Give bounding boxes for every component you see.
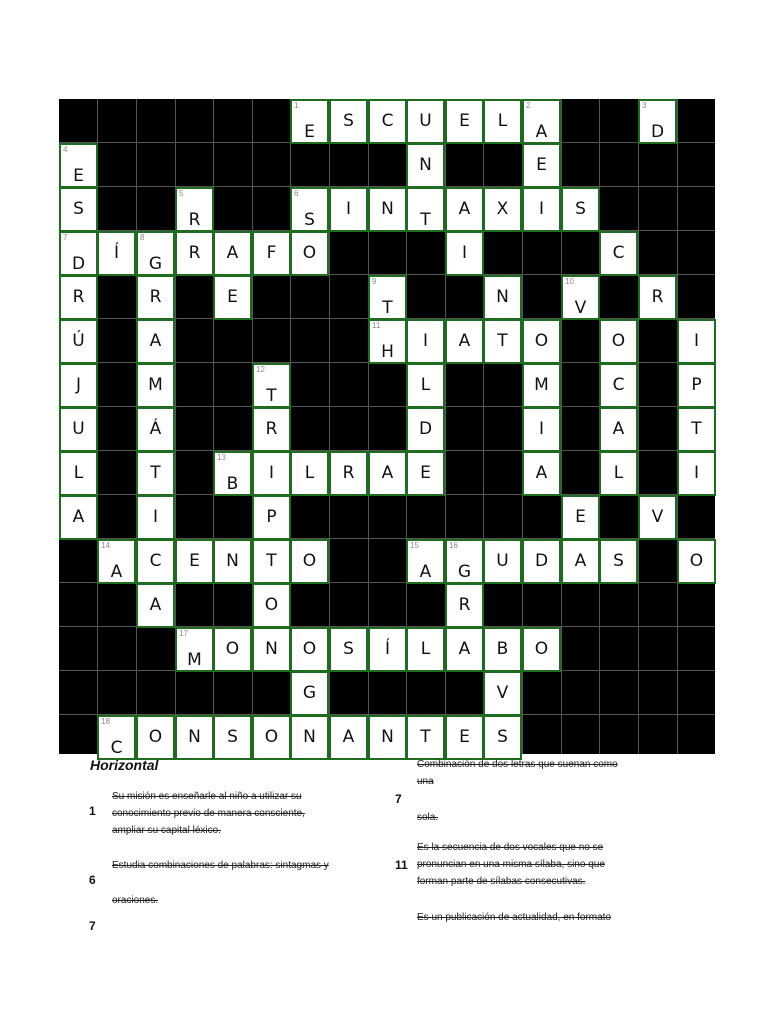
crossword-cell bbox=[252, 627, 291, 672]
crossword-cell bbox=[522, 627, 561, 672]
cell-letter: R bbox=[265, 419, 278, 439]
cell-letter: E bbox=[459, 111, 470, 131]
crossword-cell bbox=[677, 363, 716, 408]
clue-number-label: 14 bbox=[101, 541, 110, 550]
cell-letter: X bbox=[496, 199, 509, 219]
cell-letter: A bbox=[149, 595, 162, 615]
crossword-cell bbox=[290, 671, 329, 716]
clue-number-label: 15 bbox=[410, 541, 419, 550]
clue-text: Combinación de dos letras que suenan como bbox=[417, 759, 618, 770]
cell-letter: O bbox=[302, 639, 317, 659]
crossword-cell bbox=[252, 451, 291, 496]
crossword-cell bbox=[677, 539, 716, 584]
cell-letter: S bbox=[227, 727, 238, 747]
crossword-cell bbox=[406, 187, 445, 232]
cell-letter: A bbox=[226, 243, 239, 263]
crossword-cell bbox=[445, 231, 484, 276]
cell-letter: Í bbox=[384, 639, 390, 659]
cell-letter: O bbox=[225, 639, 240, 659]
cell-letter: P bbox=[691, 375, 702, 395]
crossword-cell bbox=[136, 539, 175, 584]
cell-letter: O bbox=[148, 727, 163, 747]
crossword-cell bbox=[522, 407, 561, 452]
cell-letter: S bbox=[575, 199, 586, 219]
clue-number-label: 7 bbox=[63, 233, 68, 242]
cell-letter: I bbox=[693, 331, 699, 351]
crossword-cell bbox=[638, 99, 677, 144]
crossword-cell bbox=[59, 231, 98, 276]
clue-number-label: 9 bbox=[372, 277, 377, 286]
cell-letter: V bbox=[496, 683, 509, 703]
cell-letter: A bbox=[110, 562, 123, 582]
crossword-cell bbox=[522, 451, 561, 496]
crossword-cell bbox=[252, 231, 291, 276]
clue-text: ampliar su capital léxico. bbox=[112, 825, 221, 836]
crossword-cell bbox=[599, 451, 638, 496]
clue-number: 11 bbox=[395, 858, 408, 872]
cell-letter: R bbox=[188, 243, 201, 263]
crossword-cell bbox=[522, 539, 561, 584]
cell-letter: H bbox=[381, 342, 394, 362]
crossword-cell bbox=[445, 187, 484, 232]
cell-letter: M bbox=[187, 650, 202, 670]
crossword-cell bbox=[483, 187, 522, 232]
cell-letter: S bbox=[343, 111, 354, 131]
crossword-cell bbox=[599, 363, 638, 408]
cell-letter: O bbox=[689, 551, 704, 571]
grid-separator bbox=[638, 99, 639, 754]
clue-number-label: 2 bbox=[526, 101, 531, 110]
crossword-cell bbox=[329, 451, 368, 496]
cell-letter: N bbox=[381, 727, 394, 747]
crossword-cell bbox=[59, 275, 98, 320]
cell-letter: I bbox=[152, 507, 158, 527]
cell-letter: O bbox=[534, 639, 549, 659]
crossword-cell bbox=[290, 627, 329, 672]
crossword-cell bbox=[406, 627, 445, 672]
cell-letter: A bbox=[419, 562, 432, 582]
crossword-cell bbox=[406, 451, 445, 496]
cell-letter: T bbox=[420, 210, 431, 230]
clue-text: Es la secuencia de dos vocales que no se bbox=[417, 842, 604, 853]
cell-letter: N bbox=[265, 639, 278, 659]
cell-letter: E bbox=[536, 155, 547, 175]
crossword-cell bbox=[522, 363, 561, 408]
clue-number-label: 11 bbox=[372, 321, 381, 330]
cell-letter: T bbox=[266, 386, 277, 406]
crossword-cell bbox=[445, 99, 484, 144]
cell-letter: S bbox=[613, 551, 624, 571]
cell-letter: N bbox=[226, 551, 239, 571]
cell-letter: Á bbox=[149, 419, 162, 439]
cell-letter: J bbox=[75, 375, 81, 395]
crossword-cell bbox=[329, 99, 368, 144]
cell-letter: E bbox=[227, 287, 238, 307]
crossword-cell bbox=[599, 231, 638, 276]
crossword-cell bbox=[213, 231, 252, 276]
clue-number-label: 4 bbox=[63, 145, 68, 154]
cell-letter: R bbox=[149, 287, 162, 307]
cell-letter: C bbox=[149, 551, 162, 571]
cell-letter: L bbox=[420, 639, 431, 659]
crossword-cell bbox=[638, 275, 677, 320]
crossword-cell bbox=[59, 143, 98, 188]
crossword-cell bbox=[252, 583, 291, 628]
cell-letter: C bbox=[110, 738, 123, 758]
cell-letter: I bbox=[538, 199, 544, 219]
cell-letter: E bbox=[304, 122, 315, 142]
crossword-cell bbox=[677, 319, 716, 364]
cell-letter: G bbox=[457, 562, 472, 582]
cell-letter: A bbox=[381, 463, 394, 483]
crossword-cell bbox=[329, 187, 368, 232]
crossword-cell bbox=[290, 187, 329, 232]
cell-letter: A bbox=[458, 639, 471, 659]
clue-text: Estudia combinaciones de palabras: sintagmas y bbox=[112, 860, 329, 871]
crossword-cell bbox=[175, 539, 214, 584]
cell-letter: C bbox=[381, 111, 394, 131]
clues-section bbox=[0, 754, 768, 1024]
crossword-cell bbox=[175, 231, 214, 276]
crossword-cell bbox=[213, 627, 252, 672]
crossword-cell bbox=[483, 627, 522, 672]
cell-letter: U bbox=[419, 111, 432, 131]
crossword-cell bbox=[677, 407, 716, 452]
cell-letter: S bbox=[343, 639, 354, 659]
cell-letter: L bbox=[613, 463, 624, 483]
crossword-cell bbox=[59, 363, 98, 408]
crossword-cell bbox=[406, 319, 445, 364]
crossword-cell bbox=[59, 187, 98, 232]
crossword-cell bbox=[59, 319, 98, 364]
cell-letter: I bbox=[268, 463, 274, 483]
cell-letter: G bbox=[148, 254, 163, 274]
cell-letter: N bbox=[188, 727, 201, 747]
clue-number-label: 10 bbox=[565, 277, 574, 286]
crossword-cell bbox=[368, 319, 407, 364]
crossword-cell bbox=[368, 187, 407, 232]
crossword-cell bbox=[97, 231, 136, 276]
crossword-cell bbox=[445, 539, 484, 584]
crossword-cell bbox=[522, 99, 561, 144]
cell-letter: S bbox=[73, 199, 84, 219]
crossword-cell bbox=[406, 539, 445, 584]
clue-text: oraciones. bbox=[112, 895, 159, 906]
crossword-cell bbox=[290, 231, 329, 276]
crossword-cell bbox=[368, 275, 407, 320]
cell-letter: T bbox=[266, 551, 277, 571]
crossword-cell bbox=[445, 583, 484, 628]
crossword-cell bbox=[175, 627, 214, 672]
cell-letter: O bbox=[534, 331, 549, 351]
cell-letter: N bbox=[496, 287, 509, 307]
cell-letter: D bbox=[71, 254, 86, 274]
crossword-cell bbox=[599, 539, 638, 584]
crossword-cell bbox=[252, 539, 291, 584]
cell-letter: E bbox=[420, 463, 431, 483]
cell-letter: N bbox=[381, 199, 394, 219]
cell-letter: G bbox=[302, 683, 317, 703]
cell-letter: A bbox=[535, 463, 548, 483]
crossword-cell bbox=[561, 187, 600, 232]
crossword-cell bbox=[136, 363, 175, 408]
cell-letter: M bbox=[148, 375, 163, 395]
cell-letter: T bbox=[150, 463, 161, 483]
crossword-cell bbox=[97, 539, 136, 584]
cell-letter: A bbox=[72, 507, 85, 527]
crossword-cell bbox=[368, 627, 407, 672]
crossword-cell bbox=[406, 143, 445, 188]
clue-text: forman parte de sílabas consecutivas. bbox=[417, 876, 586, 887]
crossword-cell bbox=[445, 627, 484, 672]
crossword-cell bbox=[406, 407, 445, 452]
cell-letter: E bbox=[189, 551, 200, 571]
clue-number-label: 5 bbox=[179, 189, 184, 198]
clue-text: Su misión es enseñarle al niño a utilizar su bbox=[112, 791, 302, 802]
crossword-cell bbox=[59, 451, 98, 496]
clue-number-label: 6 bbox=[294, 189, 299, 198]
cell-letter: T bbox=[691, 419, 702, 439]
crossword-cell bbox=[290, 451, 329, 496]
crossword-cell bbox=[561, 275, 600, 320]
crossword-cell bbox=[445, 319, 484, 364]
cell-letter: T bbox=[497, 331, 508, 351]
cell-letter: L bbox=[420, 375, 431, 395]
crossword-cell bbox=[213, 451, 252, 496]
crossword-cell bbox=[252, 407, 291, 452]
clue-text: Es un publicación de actualidad, en formato bbox=[417, 912, 612, 923]
clues-heading: Horizontal bbox=[90, 757, 159, 773]
cell-letter: L bbox=[497, 111, 508, 131]
crossword-cell bbox=[136, 495, 175, 540]
crossword-cell bbox=[406, 99, 445, 144]
crossword-cell bbox=[136, 583, 175, 628]
cell-letter: N bbox=[303, 727, 316, 747]
crossword-cell bbox=[368, 99, 407, 144]
cell-letter: A bbox=[574, 551, 587, 571]
crossword-cell bbox=[599, 319, 638, 364]
cell-letter: I bbox=[461, 243, 467, 263]
crossword-cell bbox=[638, 495, 677, 540]
cell-letter: O bbox=[302, 243, 317, 263]
cell-letter: C bbox=[612, 375, 625, 395]
crossword-cell bbox=[59, 407, 98, 452]
cell-letter: N bbox=[419, 155, 432, 175]
crossword-cell bbox=[136, 407, 175, 452]
cell-letter: C bbox=[612, 243, 625, 263]
crossword-cell bbox=[290, 99, 329, 144]
clue-number: 6 bbox=[89, 873, 96, 887]
cell-letter: Í bbox=[113, 243, 119, 263]
crossword-cell bbox=[213, 275, 252, 320]
crossword-cell bbox=[599, 407, 638, 452]
crossword-cell bbox=[522, 187, 561, 232]
clue-number: 1 bbox=[89, 804, 96, 818]
cell-letter: D bbox=[534, 551, 549, 571]
clue-number-label: 12 bbox=[256, 365, 265, 374]
cell-letter: R bbox=[651, 287, 664, 307]
crossword-cell bbox=[59, 495, 98, 540]
cell-letter: D bbox=[418, 419, 433, 439]
clue-number-label: 8 bbox=[140, 233, 145, 242]
crossword-cell bbox=[406, 363, 445, 408]
cell-letter: A bbox=[458, 331, 471, 351]
cell-letter: A bbox=[612, 419, 625, 439]
cell-letter: S bbox=[497, 727, 508, 747]
crossword-cell bbox=[213, 539, 252, 584]
cell-letter: R bbox=[458, 595, 471, 615]
crossword-cell bbox=[483, 539, 522, 584]
cell-letter: I bbox=[693, 463, 699, 483]
cell-letter: U bbox=[496, 551, 509, 571]
clue-number-label: 17 bbox=[179, 629, 188, 638]
cell-letter: E bbox=[73, 166, 84, 186]
crossword-cell bbox=[522, 319, 561, 364]
cell-letter: S bbox=[304, 210, 315, 230]
cell-letter: A bbox=[535, 122, 548, 142]
cell-letter: O bbox=[264, 595, 279, 615]
cell-letter: O bbox=[611, 331, 626, 351]
clue-text: pronuncian en una misma sílaba, sino que bbox=[417, 859, 605, 870]
cell-letter: F bbox=[266, 243, 277, 263]
cell-letter: V bbox=[651, 507, 664, 527]
crossword-cell bbox=[252, 363, 291, 408]
cell-letter: A bbox=[342, 727, 355, 747]
crossword-cell bbox=[561, 495, 600, 540]
clue-text: una bbox=[417, 776, 434, 787]
cell-letter: A bbox=[149, 331, 162, 351]
cell-letter: I bbox=[422, 331, 428, 351]
cell-letter: P bbox=[266, 507, 277, 527]
crossword-cell bbox=[483, 319, 522, 364]
crossword-cell bbox=[677, 451, 716, 496]
cell-letter: E bbox=[459, 727, 470, 747]
cell-letter: I bbox=[538, 419, 544, 439]
cell-letter: O bbox=[302, 551, 317, 571]
clue-number-label: 16 bbox=[449, 541, 458, 550]
crossword-cell bbox=[136, 451, 175, 496]
crossword-cell bbox=[368, 451, 407, 496]
cell-letter: Ú bbox=[72, 331, 85, 351]
crossword-cell bbox=[522, 143, 561, 188]
clue-number-label: 1 bbox=[294, 101, 299, 110]
crossword-cell bbox=[175, 187, 214, 232]
cell-letter: B bbox=[226, 474, 239, 494]
cell-letter: D bbox=[650, 122, 665, 142]
clue-number: 7 bbox=[89, 919, 96, 933]
cell-letter: R bbox=[342, 463, 355, 483]
cell-letter: U bbox=[72, 419, 85, 439]
cell-letter: L bbox=[73, 463, 84, 483]
crossword-grid bbox=[59, 99, 715, 758]
cell-letter: L bbox=[304, 463, 315, 483]
crossword-cell bbox=[483, 275, 522, 320]
cell-letter: A bbox=[458, 199, 471, 219]
crossword-cell bbox=[329, 627, 368, 672]
clue-number-label: 18 bbox=[101, 717, 110, 726]
cell-letter: V bbox=[574, 298, 587, 318]
cell-letter: T bbox=[382, 298, 393, 318]
crossword-cell bbox=[483, 671, 522, 716]
crossword-cell bbox=[136, 275, 175, 320]
crossword-cell bbox=[483, 99, 522, 144]
cell-letter: B bbox=[496, 639, 509, 659]
crossword-cell bbox=[136, 319, 175, 364]
crossword-cell bbox=[252, 495, 291, 540]
clue-number-label: 3 bbox=[642, 101, 647, 110]
crossword-cell bbox=[136, 231, 175, 276]
cell-letter: E bbox=[575, 507, 586, 527]
clue-text: conocimiento previo de manera consciente, bbox=[112, 808, 305, 819]
cell-letter: R bbox=[188, 210, 201, 230]
crossword-cell bbox=[561, 539, 600, 584]
cell-letter: R bbox=[72, 287, 85, 307]
clue-number: 7 bbox=[395, 792, 402, 806]
cell-letter: T bbox=[420, 727, 431, 747]
cell-letter: O bbox=[264, 727, 279, 747]
cell-letter: I bbox=[345, 199, 351, 219]
clue-number-label: 13 bbox=[217, 453, 226, 462]
cell-letter: M bbox=[534, 375, 549, 395]
crossword-cell bbox=[290, 539, 329, 584]
clue-text: sola. bbox=[417, 812, 439, 823]
